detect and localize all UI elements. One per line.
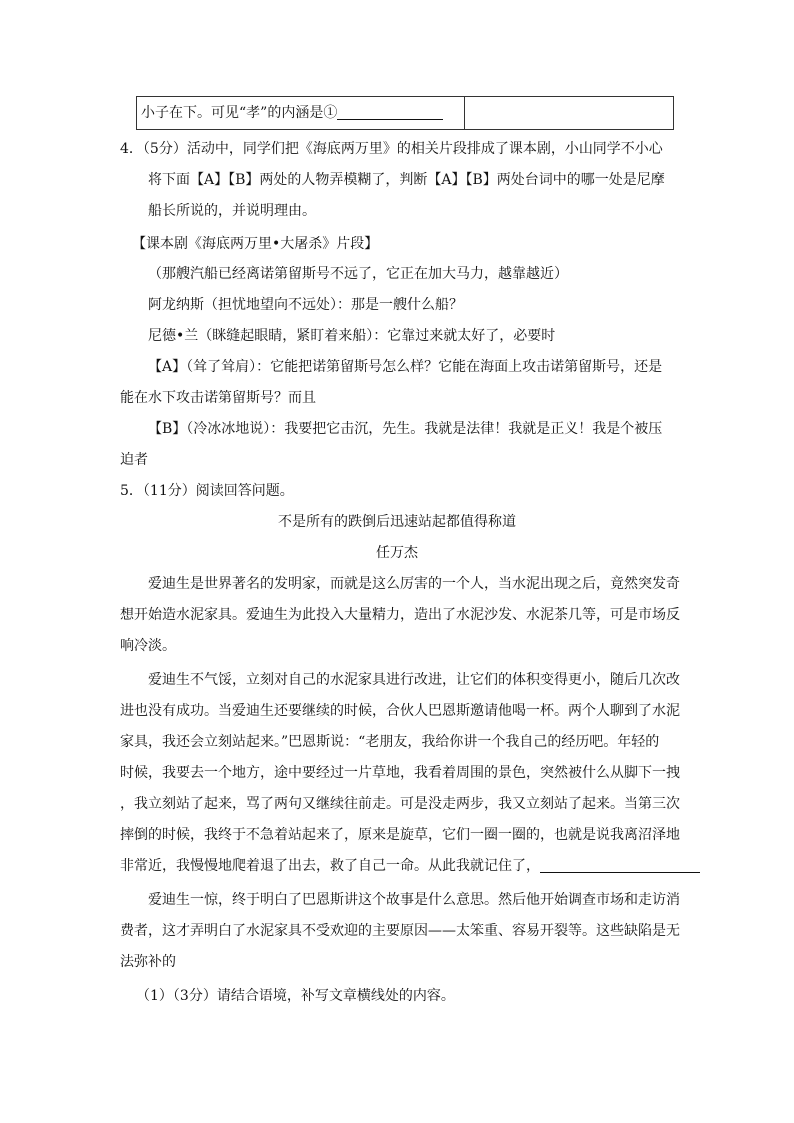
- paragraph-1-line-3: 响冷淡。: [120, 638, 176, 654]
- q4-line-aronnax: 阿龙纳斯（担忧地望向不远处）：那是一艘什么船？: [148, 297, 463, 313]
- paragraph-3-line-1: 爱迪生一惊，终于明白了巴恩斯讲这个故事是什么意思。然后他开始调查市场和走访消: [148, 892, 680, 908]
- paragraph-2-line-5: ，我立刻站了起来，骂了两句又继续往前走。可是没走两步，我又立刻站了起来。当第三次: [120, 796, 680, 812]
- table-cell-text: 小子在下。可见“孝”的内涵是①: [141, 105, 338, 121]
- q4-line-3: 船长所说的，并说明理由。: [148, 203, 316, 219]
- q4-script-title: 【课本剧《海底两万里•大屠杀》片段】: [132, 236, 379, 252]
- paragraph-2-line-2: 进也没有成功。当爱迪生还要继续的时候，合伙人巴恩斯邀请他喝一杯。两个人聊到了水泥: [120, 703, 680, 719]
- article-title: 不是所有的跌倒后迅速站起都值得称道: [278, 514, 516, 530]
- paragraph-1-line-2: 想开始造水泥家具。爱迪生为此投入大量精力，造出了水泥沙发、水泥茶几等，可是市场反: [120, 607, 680, 623]
- sub-question-1: （1）（3分）请结合语境，补写文章横线处的内容。: [136, 988, 455, 1004]
- fill-in-blank[interactable]: [540, 858, 700, 873]
- article-author: 任万杰: [376, 545, 418, 561]
- paragraph-2-line-7: [120, 856, 700, 876]
- q4-line-b-2: 迫者: [120, 452, 148, 468]
- table-cell-right: [465, 97, 673, 129]
- paragraph-3-line-3: 法弥补的: [120, 954, 176, 970]
- q4-line-a-1: 【A】（耸了耸肩）：它能把诺第留斯号怎么样？它能在海面上攻击诺第留斯号，还是: [148, 359, 663, 375]
- table-cell-left: [137, 97, 465, 129]
- q4-line-1: 4．（5分）活动中，同学们把《海底两万里》的相关片段排成了课本剧，小山同学不小心: [120, 141, 663, 157]
- paragraph-3-line-2: 费者，这才弄明白了水泥家具不受欢迎的主要原因——太笨重、容易开裂等。这些缺陷是无: [120, 923, 680, 939]
- answer-blank[interactable]: [337, 105, 443, 120]
- answer-table-row: [136, 96, 674, 130]
- paragraph-2-line-6: 摔倒的时候，我终于不急着站起来了，原来是旋草，它们一圈一圈的，也就是说我离沼泽地: [120, 827, 680, 843]
- q5-heading: 5．（11分）阅读回答问题。: [120, 483, 294, 499]
- q4-line-b-1: 【B】（冷冰冰地说）：我要把它击沉，先生。我就是法律！我就是正义！我是个被压: [148, 421, 663, 437]
- paragraph-2-line-1: 爱迪生不气馁，立刻对自己的水泥家具进行改进，让它们的体积变得更小，随后几次改: [148, 672, 680, 688]
- paragraph-1-line-1: 爱迪生是世界著名的发明家，而就是这么厉害的一个人，当水泥出现之后，竟然突发奇: [148, 576, 680, 592]
- paragraph-2-line-4: 时候，我要去一个地方，途中要经过一片草地，我看着周围的景色，突然被什么从脚下一拽: [120, 765, 680, 781]
- q4-line-2: 将下面【A】【B】两处的人物弄模糊了，判断【A】【B】两处台词中的哪一处是尼摩: [148, 172, 665, 188]
- q4-line-a-2: 能在水下攻击诺第留斯号？而且: [120, 390, 316, 406]
- paragraph-2-line-7-text: 非常近，我慢慢地爬着退了出去，救了自己一命。从此我就记住了，: [120, 858, 540, 874]
- paragraph-2-line-3: 家具，我还会立刻站起来。”巴恩斯说：“老朋友，我给你讲一个我自己的经历吧。年轻的: [120, 734, 660, 750]
- q4-stage-direction: （那艘汽船已经离诺第留斯号不远了，它正在加大马力，越靠越近）: [148, 266, 568, 282]
- q4-line-ned: 尼德•兰（眯缝起眼睛，紧盯着来船）：它靠过来就太好了，必要时: [148, 328, 556, 344]
